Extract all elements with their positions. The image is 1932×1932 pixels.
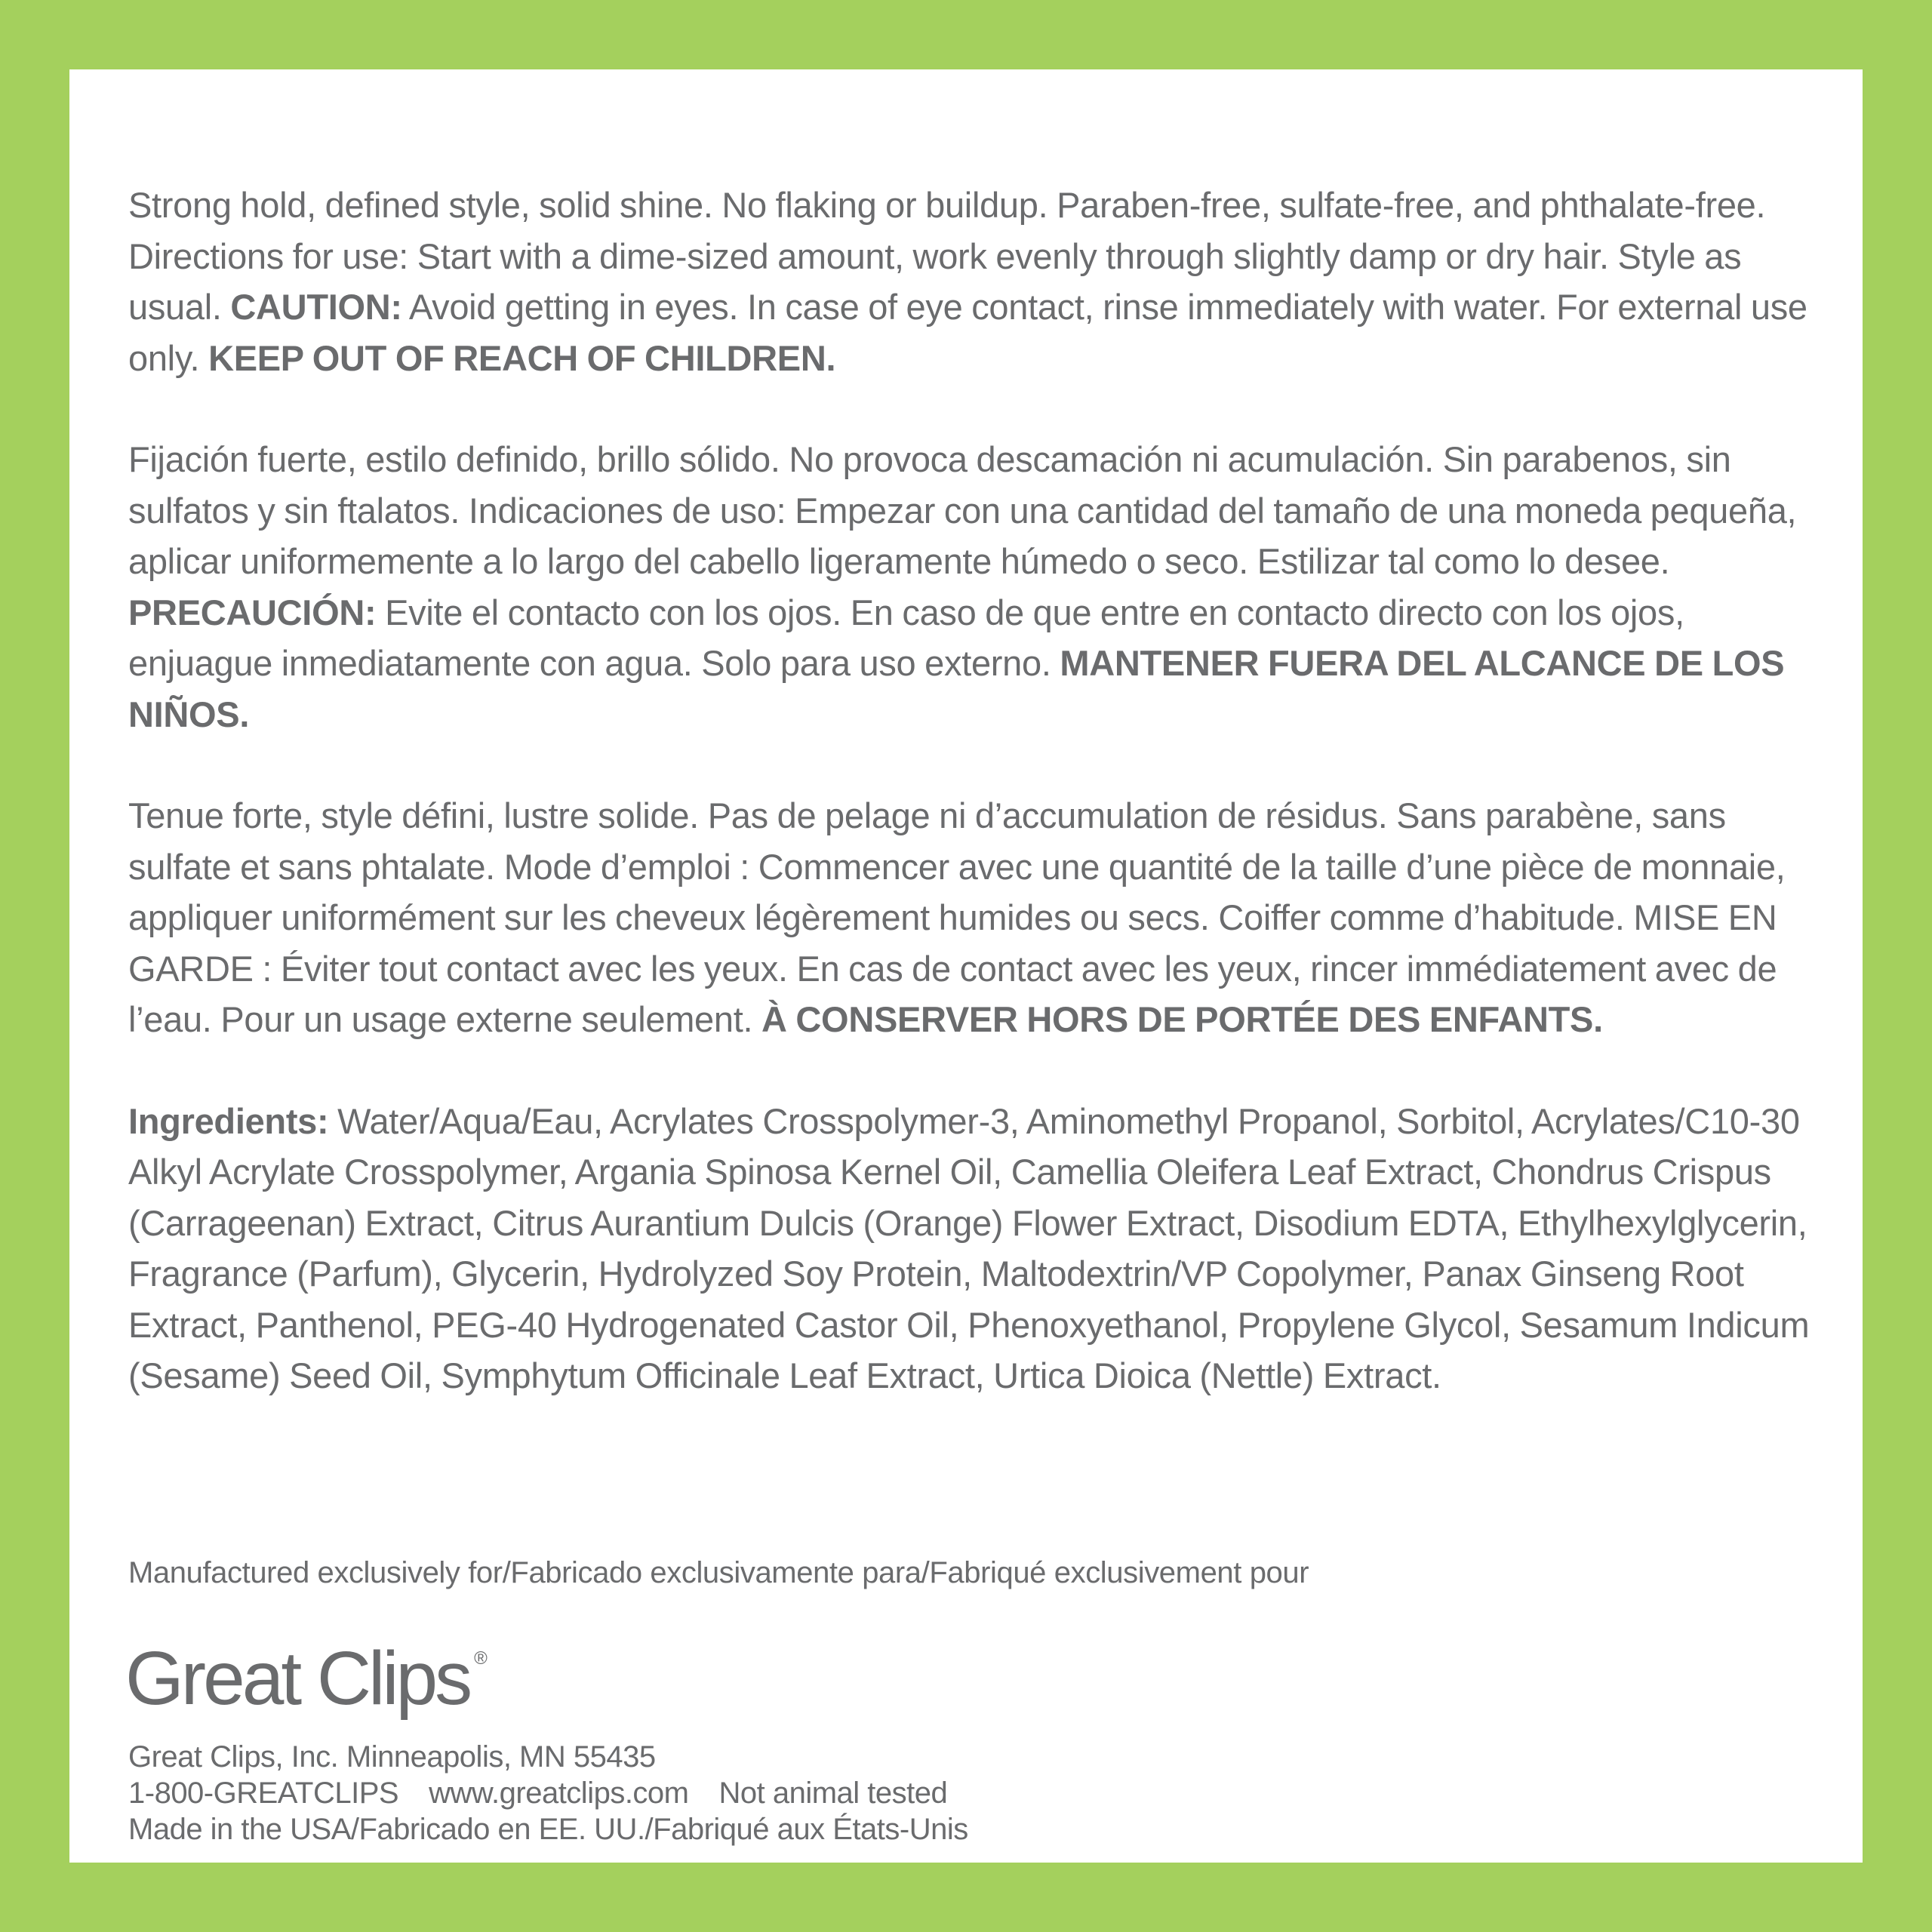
brand-wordmark: Great Clips: [125, 1636, 470, 1721]
french-warning: À CONSERVER HORS DE PORTÉE DES ENFANTS.: [761, 999, 1603, 1039]
spanish-warning: MANTENER FUERA DEL ALCANCE DE LOS NIÑOS.: [128, 643, 1785, 734]
website: www.greatclips.com: [429, 1777, 689, 1810]
ingredients-list: Water/Aqua/Eau, Acrylates Crosspolymer-3, Aminomethyl Propanol, Sorbitol, Acrylates/C10-30 Alkyl Acrylate Crosspolymer, Argania Spinosa Kernel Oil, Camellia Oleifera Leaf Extract, Chondrus Crispus (Carrageenan) Extract, Citrus Aurantium Dulcis (Orange) Flower Extract, Disodium EDTA, Ethylhexylglycerin, Fragrance (Parfum), Glycerin, Hydrolyzed Soy Protein, Maltodextrin/VP Copolymer, Panax Ginseng Root Extract, Panthenol, PEG-40 Hydrogenated Castor Oil, Phenoxyethanol, Propylene Glycol, Sesamum Indicum (Sesame) Seed Oil, Symphytum Officinale Leaf Extract, Urtica Dioica (Nettle) Extract.: [128, 1100, 1810, 1395]
manufactured-for-note: Manufactured exclusively for/Fabricado exclusivamente para/Fabriqué exclusivement pour: [128, 1556, 1309, 1589]
country-of-origin: Made in the USA/Fabricado en EE. UU./Fabriqué aux États-Unis: [128, 1813, 968, 1846]
label-copy: [128, 180, 1819, 1452]
phone-number: 1-800-GREATCLIPS: [128, 1777, 399, 1810]
french-intro: Tenue forte, style défini, lustre solide. Pas de pelage ni d’accumulation de résidus. Sans parabène, sans sulfate et sans phtalate. Mode d’emploi : Commencer avec une quantité de la taille d’une pièce de monnaie, appliquer uniformément sur les cheveux légèrement humides ou secs. Coiffer comme d’habitude. MISE EN GARDE : Éviter tout contact avec les yeux. En cas de contact avec les yeux, rincer immédiatement avec de l’eau. Pour un usage externe seulement.: [128, 795, 1786, 1039]
english-paragraph: [128, 180, 1819, 383]
english-warning: KEEP OUT OF REACH OF CHILDREN.: [208, 337, 836, 378]
contact-line: [128, 1775, 968, 1811]
french-paragraph: [128, 790, 1819, 1045]
company-info: [128, 1739, 968, 1847]
label-panel: [69, 69, 1863, 1863]
ingredients-label: Ingredients:: [128, 1100, 329, 1141]
animal-testing-note: Not animal tested: [718, 1777, 948, 1810]
company-address: Great Clips, Inc. Minneapolis, MN 55435: [128, 1740, 656, 1774]
registered-mark: ®: [474, 1648, 488, 1669]
english-caution-text: Avoid getting in eyes. In case of eye contact, rinse immediately with water. For external use only.: [128, 287, 1807, 378]
spanish-intro: Fijación fuerte, estilo definido, brillo sólido. No provoca descamación ni acumulación. Sin parabenos, sin sulfatos y sin ftalatos. Indicaciones de uso: Empezar con una cantidad del tamaño de una moneda pequeña, aplicar uniformemente a lo largo del cabello ligeramente húmedo o seco. Estilizar tal como lo desee.: [128, 439, 1797, 581]
spanish-paragraph: [128, 434, 1819, 740]
english-caution-label: CAUTION:: [230, 287, 402, 327]
ingredients-paragraph: [128, 1096, 1819, 1401]
great-clips-logo: [125, 1636, 488, 1721]
english-intro: Strong hold, defined style, solid shine. No flaking or buildup. Paraben-free, sulfate-free, and phthalate-free. Directions for use: Start with a dime-sized amount, work evenly through slightly damp or dry hair. Style as usual.: [128, 185, 1766, 327]
spanish-caution-label: PRECAUCIÓN:: [128, 592, 377, 632]
spanish-caution-text: Evite el contacto con los ojos. En caso de que entre en contacto directo con los ojos, enjuague inmediatamente con agua. Solo para uso externo.: [128, 592, 1684, 683]
